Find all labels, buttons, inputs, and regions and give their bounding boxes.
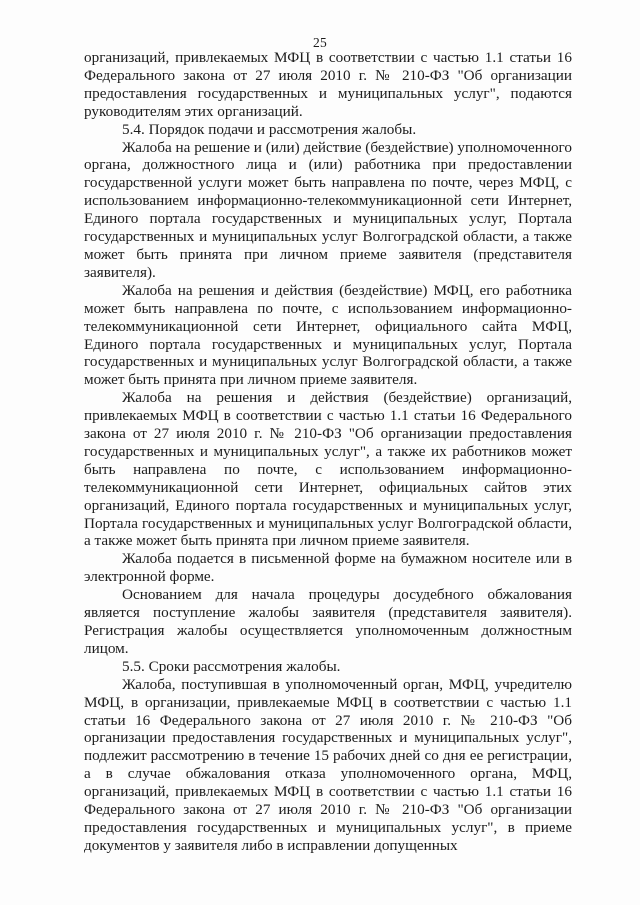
- paragraph-complaint-authority: Жалоба на решение и (или) действие (бездействие) уполномоченного органа, должностного лица и (или) работника при предоставлении государственной услуги может быть направлена по почте, через МФЦ, с использованием информационно-телекоммуникационной сети Интернет, Единого портала государственных и муниципальных услуг, Портала государственных и муниципальных услуг Волгоградской области, а также может быть принята при личном приеме заявителя (представителя заявителя).: [84, 138, 572, 281]
- paragraph-complaint-form: Жалоба подается в письменной форме на бумажном носителе или в электронной форме.: [84, 550, 572, 586]
- section-heading-5-5: 5.5. Сроки рассмотрения жалобы.: [122, 657, 341, 675]
- paragraph-complaint-basis: Основанием для начала процедуры досудебного обжалования является поступление жалобы заявителя (представителя заявителя). Регистрация жалобы осуществляется уполномоченным должностным лицом.: [84, 586, 572, 657]
- paragraph-complaint-organizations: Жалоба на решения и действия (бездействие) организаций, привлекаемых МФЦ в соответствии с частью 1.1 статьи 16 Федерального закона от 27 июля 2010 г. № 210-ФЗ "Об организации предоставления государственных и муниципальных услуг", а также их работников может быть направлена по почте, с использованием информационно-телекоммуникационной сети Интернет, официальных сайтов этих организаций, Единого портала государственных и муниципальных услуг, Портала государственных и муниципальных услуг Волгоградской области, а также может быть принята при личном приеме заявителя.: [84, 389, 572, 550]
- document-body: [84, 49, 572, 855]
- paragraph-continuation: организаций, привлекаемых МФЦ в соответствии с частью 1.1 статьи 16 Федерального закона от 27 июля 2010 г. № 210-ФЗ "Об организации предоставления государственных и муниципальных услуг", подаются руководителям этих организаций.: [84, 49, 572, 120]
- paragraph-review-terms: Жалоба, поступившая в уполномоченный орган, МФЦ, учредителю МФЦ, в организации, привлекаемые МФЦ в соответствии с частью 1.1 статьи 16 Федерального закона от 27 июля 2010 г. № 210-ФЗ "Об организации предоставления государственных и муниципальных услуг", подлежит рассмотрению в течение 15 рабочих дней со дня ее регистрации, а в случае обжалования отказа уполномоченного органа, МФЦ, организаций, привлекаемых МФЦ в соответствии с частью 1.1 статьи 16 Федерального закона от 27 июля 2010 г. № 210-ФЗ "Об организации предоставления государственных и муниципальных услуг", в приеме документов у заявителя либо в исправлении допущенных: [84, 675, 572, 854]
- section-heading-5-4: 5.4. Порядок подачи и рассмотрения жалобы.: [122, 120, 417, 138]
- page-number: 25: [312, 35, 328, 50]
- paragraph-complaint-mfc: Жалоба на решения и действия (бездействие) МФЦ, его работника может быть направлена по почте, с использованием информационно-телекоммуникационной сети Интернет, официального сайта МФЦ, Единого портала государственных и муниципальных услуг, Портала государственных и муниципальных услуг Волгоградской области, а также может быть принята при личном приеме заявителя.: [84, 281, 572, 389]
